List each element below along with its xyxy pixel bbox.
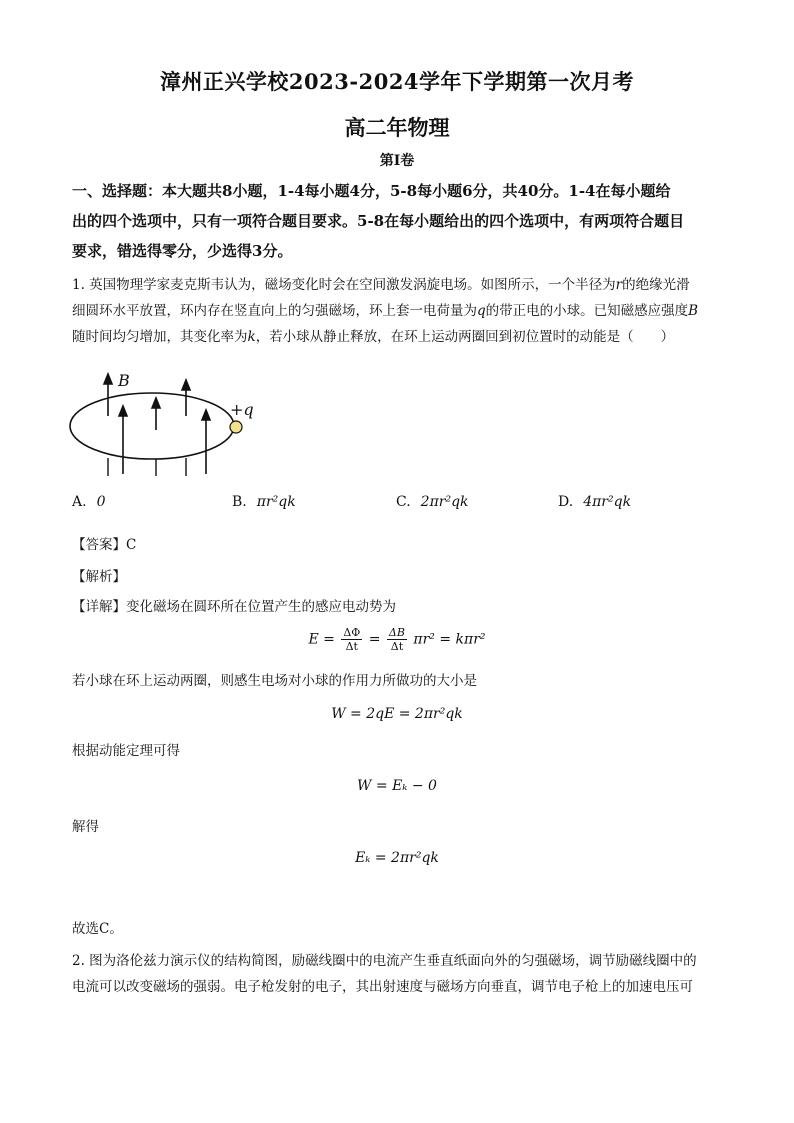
- detail-text: 【详解】变化磁场在圆环所在位置产生的感应电动势为: [72, 599, 396, 615]
- q1-text: 的带正电的小球。已知磁感应强度: [485, 303, 689, 319]
- label-B: B: [118, 371, 130, 390]
- formula-result: Eₖ = 2πr²qk: [355, 850, 439, 866]
- ring-ellipse: [70, 393, 234, 459]
- fraction-db-dt: $\frac{\Delta B}{\Delta t}$: [388, 626, 405, 653]
- formula-theorem: W = Eₖ − 0: [357, 778, 437, 794]
- magnetic-ring-figure: [68, 366, 268, 486]
- answer-label: 【答案】C: [72, 537, 137, 553]
- charged-ball: [230, 421, 242, 433]
- label-q: +q: [230, 400, 254, 419]
- q1-line-3: [72, 324, 722, 350]
- section-line-2: 出的四个选项中，只有一项符合题目要求。5-8在每小题给出的四个选项中，有两项符合题目: [72, 212, 685, 230]
- option-label: C.: [396, 494, 411, 510]
- option-label: D.: [558, 494, 574, 510]
- q1-text: ，若小球从静止释放，在环上运动两圈回到初位置时的动能是（ ）: [255, 329, 675, 345]
- section-line-3: 要求，错选得零分，少选得3分。: [72, 242, 293, 260]
- option-label: A.: [72, 494, 87, 510]
- field-lines-below: [108, 458, 186, 476]
- q1-text: 细圆环水平放置，环内存在竖直向上的匀强磁场，环上套一电荷量为: [72, 303, 477, 319]
- formula-part: =: [368, 631, 381, 648]
- option-value: 2πr²qk: [420, 494, 469, 510]
- q1-line-1: [72, 272, 722, 298]
- var-k: k: [247, 329, 256, 345]
- text-theorem: 根据动能定理可得: [72, 743, 180, 759]
- formula-part: E =: [308, 631, 335, 648]
- var-B: B: [688, 303, 699, 319]
- text-choice: 故选C。: [72, 921, 123, 937]
- section-instructions: [72, 176, 722, 266]
- text-work: 若小球在环上运动两圈，则感生电场对小球的作用力所做功的大小是: [72, 673, 477, 689]
- text-solve: 解得: [72, 819, 99, 835]
- q2-line-1: 2. 图为洛伦兹力演示仪的结构简图，励磁线圈中的电流产生垂直纸面向外的匀强磁场，调节励磁线圈中的: [72, 953, 697, 969]
- question-1-stem: [72, 272, 722, 350]
- option-c: [396, 494, 469, 510]
- fraction-dphi-dt: $\frac{\Delta\Phi}{\Delta t}$: [343, 626, 361, 653]
- q1-line-2: [72, 298, 722, 324]
- q1-text: 随时间均匀增加，其变化率为: [72, 329, 248, 345]
- option-d: [558, 494, 631, 510]
- analysis-label: 【解析】: [72, 569, 126, 585]
- option-value: 0: [96, 494, 106, 510]
- option-value: 4πr²qk: [583, 494, 632, 510]
- q2-line-2: 电流可以改变磁场的强弱。电子枪发射的电子，其出射速度与磁场方向垂直，调节电子枪上的加速电压可: [72, 979, 693, 995]
- formula-part: πr² = kπr²: [413, 631, 486, 648]
- question-2-stem: [72, 948, 722, 1000]
- option-value: πr²qk: [256, 494, 296, 510]
- formula-work: W = 2qE = 2πr²qk: [331, 706, 463, 722]
- option-b: [232, 494, 296, 510]
- section-line-1: 一、选择题：本大题共8小题，1-4每小题4分，5-8每小题6分，共40分。1-4在每小题给: [72, 182, 671, 200]
- formula-emf: [0, 626, 794, 653]
- option-a: [72, 494, 105, 510]
- q1-text: 的绝缘光滑: [622, 277, 690, 293]
- q1-text: 1. 英国物理学家麦克斯韦认为，磁场变化时会在空间激发涡旋电场。如图所示，一个半径为: [72, 277, 616, 293]
- var-r: r: [615, 277, 623, 293]
- exam-title: 漳州正兴学校2023-2024学年下学期第一次月考: [159, 69, 635, 94]
- var-q: q: [477, 303, 486, 319]
- exam-subtitle: 高二年物理: [344, 115, 450, 140]
- volume-label: 第I卷: [379, 153, 415, 169]
- option-label: B.: [232, 494, 247, 510]
